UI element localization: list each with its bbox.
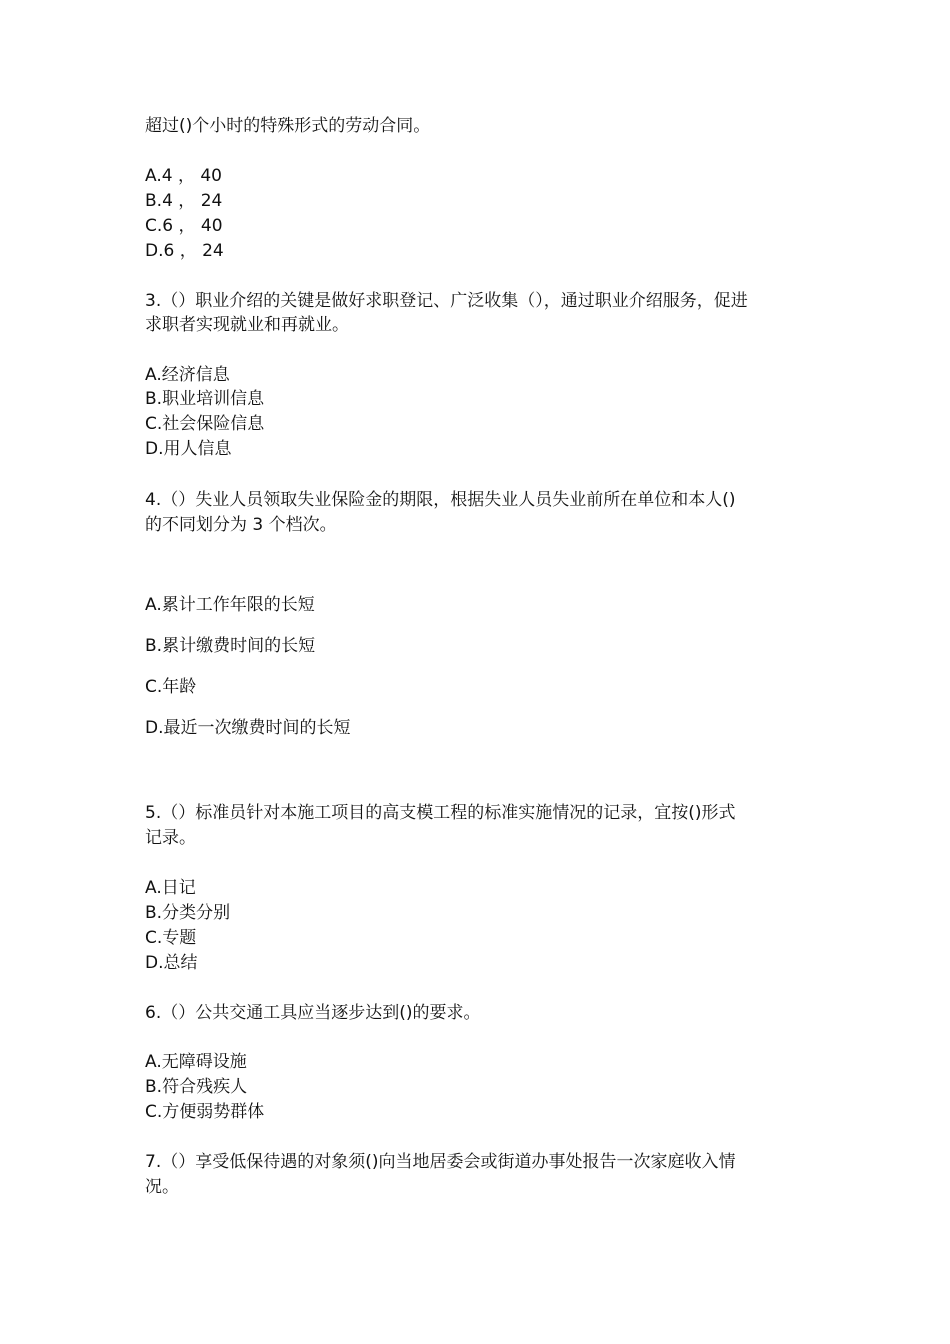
question-5-stem-line-1: 5.（）标准员针对本施工项目的高支模工程的标准实施情况的记录，宜按()形式 [145, 803, 736, 823]
question-3-option-c: C.社会保险信息 [145, 414, 265, 434]
question-2-stem: 超过()个小时的特殊形式的劳动合同。 [145, 116, 431, 136]
question-4-option-d: D.最近一次缴费时间的长短 [145, 718, 351, 738]
question-6-option-a: A.无障碍设施 [145, 1052, 247, 1072]
question-5-option-b: B.分类分别 [145, 903, 231, 923]
question-7-stem-line-2: 况。 [145, 1177, 179, 1197]
question-2-option-c: C.6 ， 40 [145, 216, 223, 236]
question-4-option-c: C.年龄 [145, 677, 197, 697]
question-5-stem-line-2: 记录。 [145, 828, 196, 848]
question-3-stem-line-1: 3.（）职业介绍的关键是做好求职登记、广泛收集（），通过职业介绍服务，促进 [145, 291, 748, 311]
question-3-option-d: D.用人信息 [145, 439, 232, 459]
question-3-stem-line-2: 求职者实现就业和再就业。 [145, 315, 349, 335]
question-6-stem-line-1: 6.（）公共交通工具应当逐步达到()的要求。 [145, 1003, 481, 1023]
question-2-option-d: D.6 ， 24 [145, 241, 224, 261]
question-4-option-a: A.累计工作年限的长短 [145, 595, 315, 615]
question-6-option-b: B.符合残疾人 [145, 1077, 248, 1097]
question-4-stem-line-1: 4.（）失业人员领取失业保险金的期限，根据失业人员失业前所在单位和本人() [145, 490, 736, 510]
question-5-option-d: D.总结 [145, 953, 198, 973]
question-2-option-b: B.4 ， 24 [145, 191, 223, 211]
question-4-option-b: B.累计缴费时间的长短 [145, 636, 316, 656]
question-6-option-c: C.方便弱势群体 [145, 1102, 265, 1122]
question-5-option-c: C.专题 [145, 928, 197, 948]
question-3-option-a: A.经济信息 [145, 365, 230, 385]
question-5-option-a: A.日记 [145, 878, 196, 898]
question-7-stem-line-1: 7.（）享受低保待遇的对象须()向当地居委会或街道办事处报告一次家庭收入情 [145, 1152, 736, 1172]
question-2-option-a: A.4 ， 40 [145, 166, 222, 186]
question-4-stem-line-2: 的不同划分为 3 个档次。 [145, 515, 337, 535]
question-3-option-b: B.职业培训信息 [145, 389, 265, 409]
